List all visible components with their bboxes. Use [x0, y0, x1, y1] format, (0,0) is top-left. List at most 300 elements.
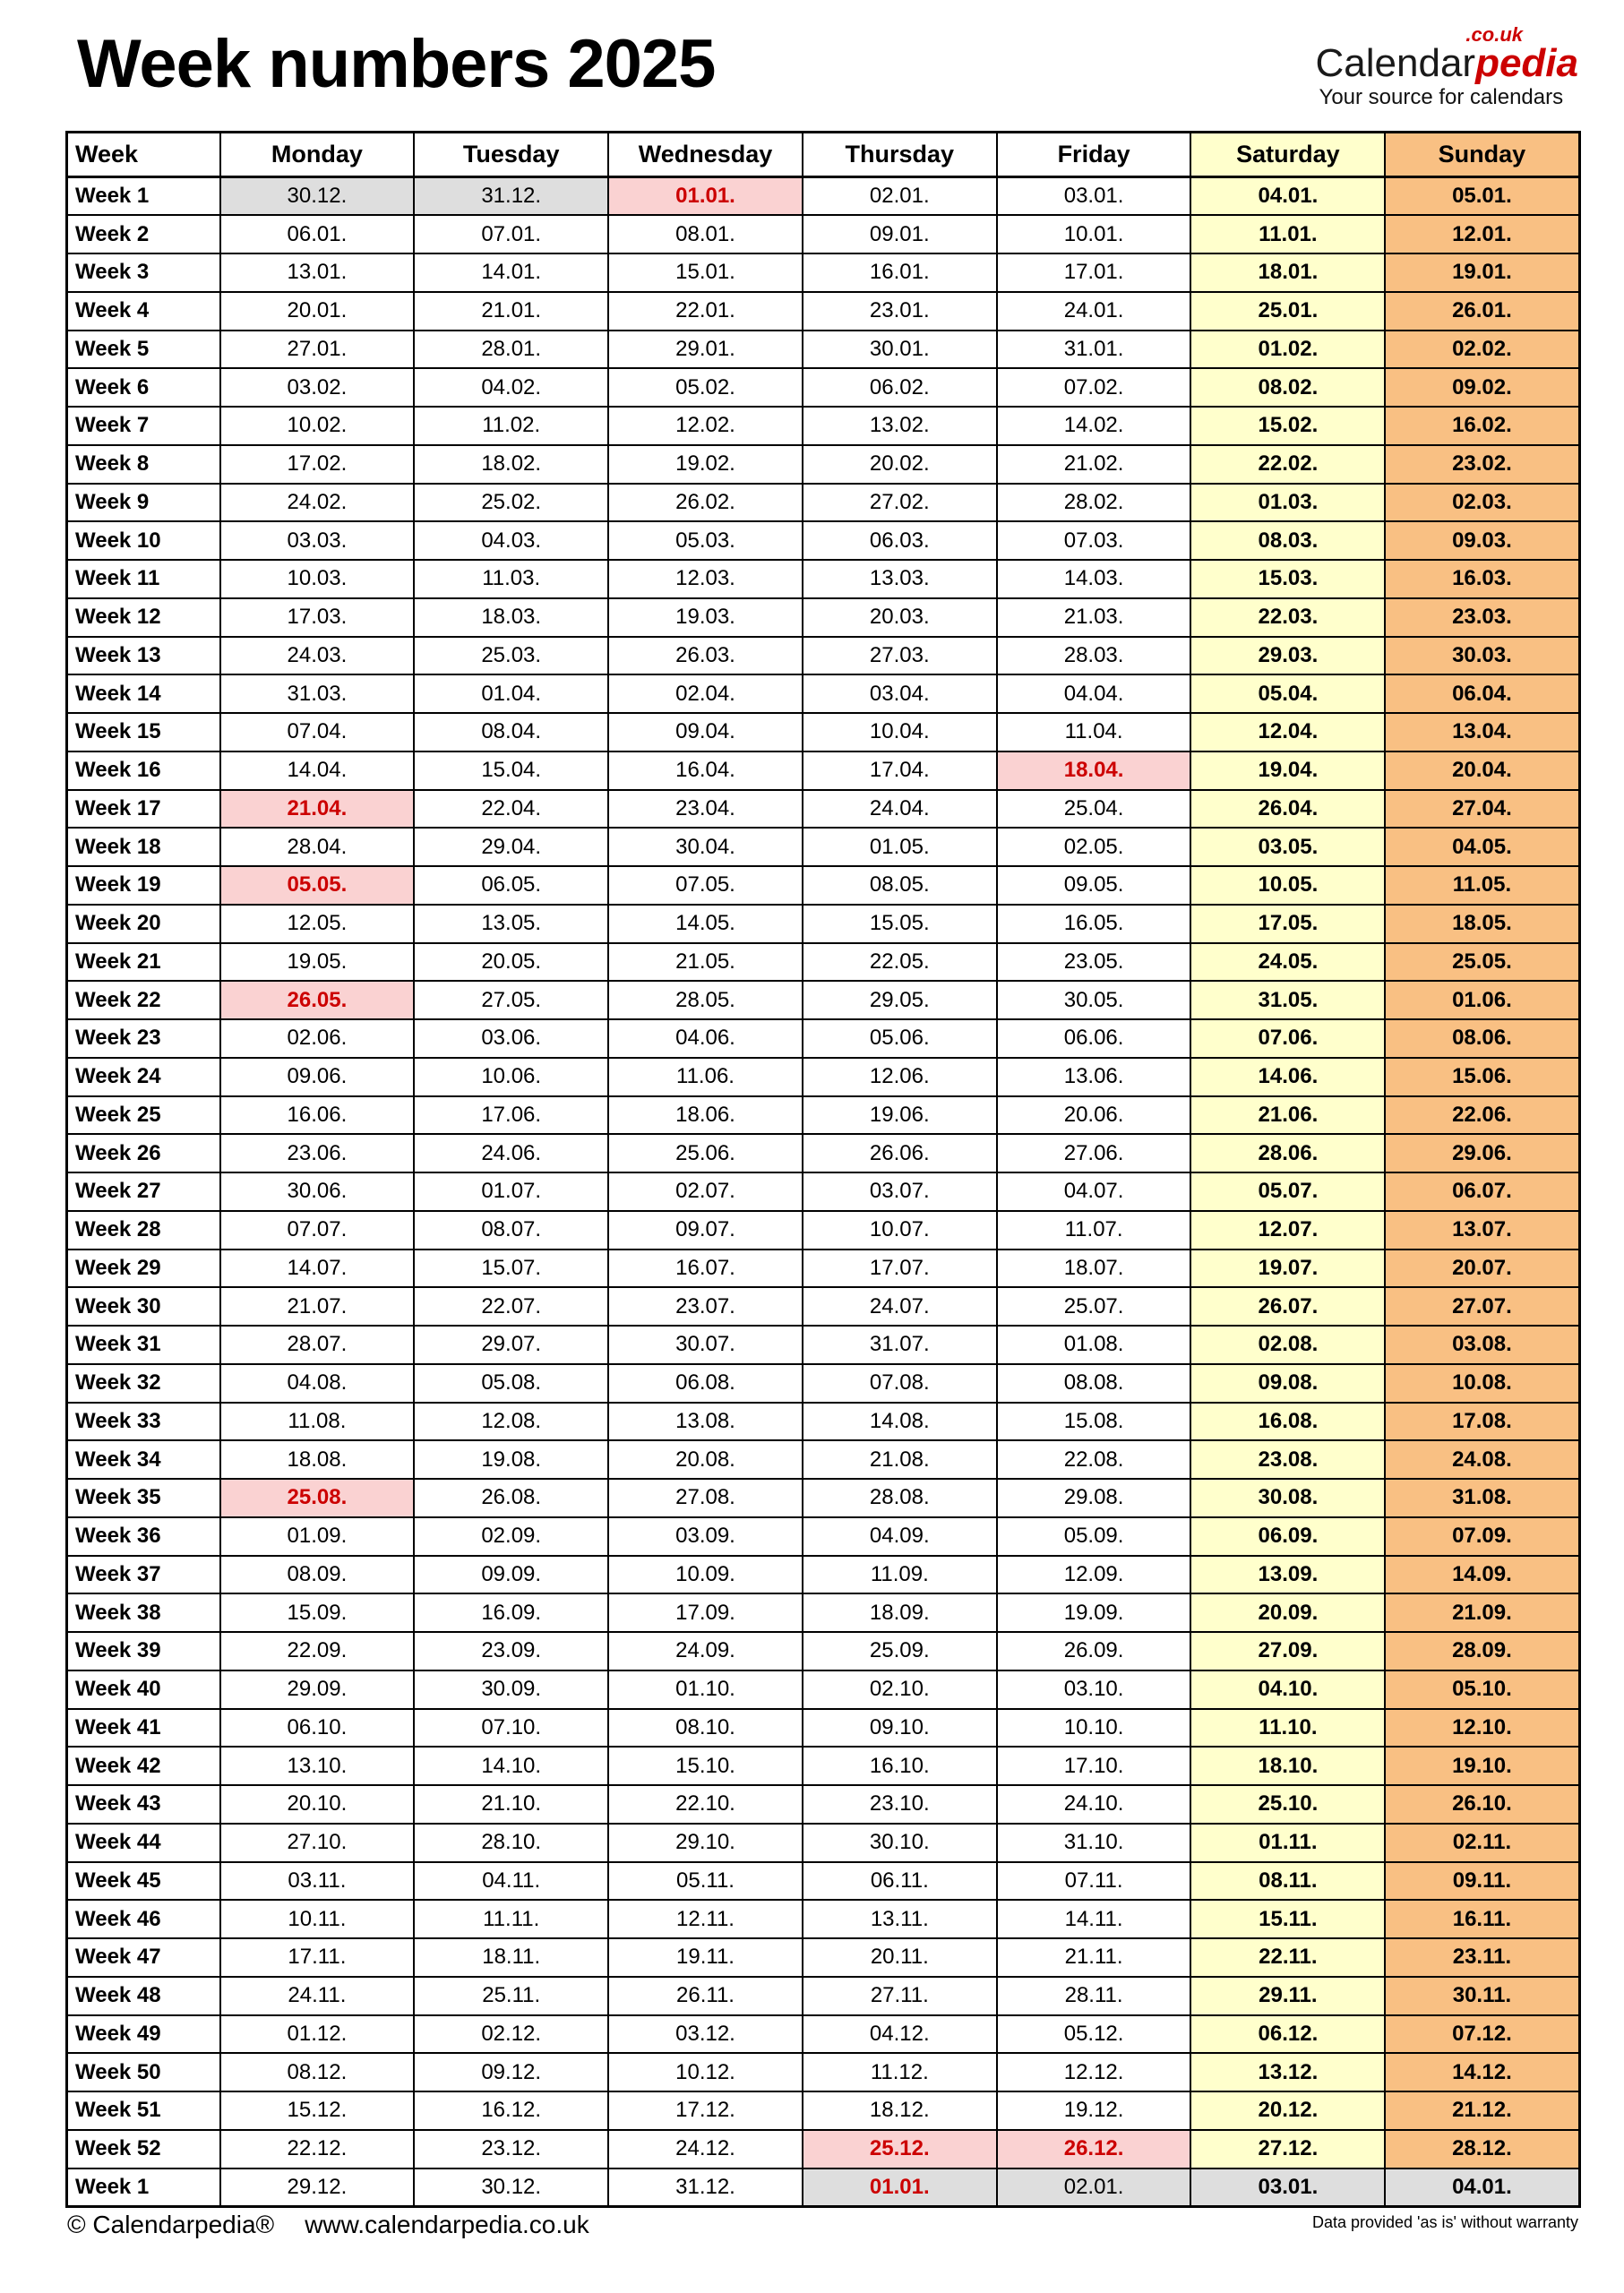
- footer-copyright: © Calendarpedia®: [67, 2211, 275, 2238]
- week-label: Week 35: [67, 1479, 220, 1517]
- date-cell: 01.06.: [1385, 981, 1579, 1019]
- date-cell: 07.08.: [803, 1364, 997, 1403]
- date-cell: 07.06.: [1190, 1019, 1385, 1058]
- date-cell: 24.12.: [608, 2130, 803, 2168]
- date-cell: 13.12.: [1190, 2053, 1385, 2091]
- date-cell: 05.06.: [803, 1019, 997, 1058]
- week-label: Week 31: [67, 1326, 220, 1364]
- week-label: Week 36: [67, 1517, 220, 1556]
- table-row: [67, 1172, 1580, 1211]
- table-row: [67, 177, 1580, 216]
- table-row: [67, 1250, 1580, 1288]
- date-cell: 20.11.: [803, 1938, 997, 1977]
- date-cell: 25.08.: [220, 1479, 415, 1517]
- date-cell: 18.04.: [997, 751, 1191, 790]
- date-cell: 16.02.: [1385, 407, 1579, 445]
- date-cell: 15.08.: [997, 1403, 1191, 1441]
- date-cell: 31.03.: [220, 674, 415, 713]
- date-cell: 14.02.: [997, 407, 1191, 445]
- date-cell: 15.01.: [608, 253, 803, 292]
- table-row: [67, 2130, 1580, 2168]
- date-cell: 30.01.: [803, 331, 997, 369]
- date-cell: 09.04.: [608, 713, 803, 751]
- table-row: [67, 1479, 1580, 1517]
- date-cell: 10.08.: [1385, 1364, 1579, 1403]
- date-cell: 23.09.: [414, 1632, 608, 1670]
- date-cell: 12.08.: [414, 1403, 608, 1441]
- date-cell: 10.10.: [997, 1709, 1191, 1748]
- date-cell: 08.02.: [1190, 368, 1385, 407]
- date-cell: 26.07.: [1190, 1287, 1385, 1326]
- date-cell: 10.11.: [220, 1900, 415, 1938]
- date-cell: 14.04.: [220, 751, 415, 790]
- week-numbers-table: [65, 131, 1581, 2208]
- date-cell: 13.09.: [1190, 1556, 1385, 1594]
- date-cell: 26.11.: [608, 1977, 803, 2015]
- date-cell: 19.09.: [997, 1593, 1191, 1632]
- date-cell: 25.07.: [997, 1287, 1191, 1326]
- logo-couk-label: .co.uk: [1465, 23, 1523, 46]
- date-cell: 25.09.: [803, 1632, 997, 1670]
- date-cell: 29.06.: [1385, 1134, 1579, 1172]
- table-row: [67, 866, 1580, 905]
- date-cell: 16.08.: [1190, 1403, 1385, 1441]
- date-cell: 30.07.: [608, 1326, 803, 1364]
- footer: [67, 2211, 1578, 2239]
- table-row: [67, 1134, 1580, 1172]
- date-cell: 30.12.: [414, 2168, 608, 2207]
- date-cell: 15.09.: [220, 1593, 415, 1632]
- date-cell: 27.01.: [220, 331, 415, 369]
- date-cell: 14.07.: [220, 1250, 415, 1288]
- table-row: [67, 637, 1580, 675]
- date-cell: 16.03.: [1385, 560, 1579, 598]
- table-row: [67, 253, 1580, 292]
- table-body: [67, 177, 1580, 2207]
- date-cell: 24.10.: [997, 1785, 1191, 1824]
- date-cell: 29.12.: [220, 2168, 415, 2207]
- date-cell: 02.01.: [997, 2168, 1191, 2207]
- table-row: [67, 1287, 1580, 1326]
- week-label: Week 50: [67, 2053, 220, 2091]
- date-cell: 04.09.: [803, 1517, 997, 1556]
- date-cell: 26.05.: [220, 981, 415, 1019]
- week-label: Week 11: [67, 560, 220, 598]
- date-cell: 21.06.: [1190, 1096, 1385, 1135]
- date-cell: 22.07.: [414, 1287, 608, 1326]
- week-label: Week 27: [67, 1172, 220, 1211]
- date-cell: 19.04.: [1190, 751, 1385, 790]
- date-cell: 18.07.: [997, 1250, 1191, 1288]
- date-cell: 09.06.: [220, 1058, 415, 1096]
- date-cell: 19.03.: [608, 598, 803, 637]
- week-label: Week 10: [67, 521, 220, 560]
- table-row: [67, 828, 1580, 866]
- week-label: Week 19: [67, 866, 220, 905]
- date-cell: 10.03.: [220, 560, 415, 598]
- date-cell: 30.06.: [220, 1172, 415, 1211]
- date-cell: 13.11.: [803, 1900, 997, 1938]
- date-cell: 11.07.: [997, 1211, 1191, 1250]
- date-cell: 29.03.: [1190, 637, 1385, 675]
- date-cell: 01.01.: [803, 2168, 997, 2207]
- date-cell: 10.12.: [608, 2053, 803, 2091]
- date-cell: 03.08.: [1385, 1326, 1579, 1364]
- date-cell: 01.09.: [220, 1517, 415, 1556]
- date-cell: 24.05.: [1190, 943, 1385, 982]
- date-cell: 27.08.: [608, 1479, 803, 1517]
- date-cell: 28.11.: [997, 1977, 1191, 2015]
- date-cell: 17.09.: [608, 1593, 803, 1632]
- date-cell: 23.10.: [803, 1785, 997, 1824]
- date-cell: 21.07.: [220, 1287, 415, 1326]
- date-cell: 18.06.: [608, 1096, 803, 1135]
- date-cell: 20.03.: [803, 598, 997, 637]
- date-cell: 20.12.: [1190, 2091, 1385, 2130]
- date-cell: 29.01.: [608, 331, 803, 369]
- date-cell: 20.10.: [220, 1785, 415, 1824]
- week-label: Week 51: [67, 2091, 220, 2130]
- table-row: [67, 292, 1580, 331]
- table-row: [67, 1517, 1580, 1556]
- date-cell: 13.01.: [220, 253, 415, 292]
- date-cell: 22.02.: [1190, 445, 1385, 484]
- table-row: [67, 1862, 1580, 1901]
- date-cell: 15.03.: [1190, 560, 1385, 598]
- date-cell: 24.07.: [803, 1287, 997, 1326]
- week-label: Week 9: [67, 484, 220, 522]
- week-label: Week 14: [67, 674, 220, 713]
- date-cell: 23.07.: [608, 1287, 803, 1326]
- date-cell: 10.01.: [997, 215, 1191, 253]
- week-label: Week 22: [67, 981, 220, 1019]
- date-cell: 08.12.: [220, 2053, 415, 2091]
- date-cell: 22.01.: [608, 292, 803, 331]
- date-cell: 16.04.: [608, 751, 803, 790]
- date-cell: 06.01.: [220, 215, 415, 253]
- table-row: [67, 751, 1580, 790]
- week-label: Week 20: [67, 905, 220, 943]
- date-cell: 03.01.: [997, 177, 1191, 216]
- date-cell: 09.10.: [803, 1709, 997, 1748]
- date-cell: 28.01.: [414, 331, 608, 369]
- date-cell: 13.04.: [1385, 713, 1579, 751]
- date-cell: 14.12.: [1385, 2053, 1579, 2091]
- date-cell: 20.06.: [997, 1096, 1191, 1135]
- date-cell: 29.10.: [608, 1824, 803, 1862]
- date-cell: 11.11.: [414, 1900, 608, 1938]
- week-label: Week 3: [67, 253, 220, 292]
- date-cell: 11.01.: [1190, 215, 1385, 253]
- date-cell: 28.02.: [997, 484, 1191, 522]
- date-cell: 14.08.: [803, 1403, 997, 1441]
- date-cell: 29.11.: [1190, 1977, 1385, 2015]
- date-cell: 31.01.: [997, 331, 1191, 369]
- week-label: Week 41: [67, 1709, 220, 1748]
- date-cell: 15.11.: [1190, 1900, 1385, 1938]
- date-cell: 19.05.: [220, 943, 415, 982]
- week-label: Week 8: [67, 445, 220, 484]
- date-cell: 07.02.: [997, 368, 1191, 407]
- week-label: Week 17: [67, 790, 220, 829]
- week-label: Week 28: [67, 1211, 220, 1250]
- table-row: [67, 674, 1580, 713]
- date-cell: 13.02.: [803, 407, 997, 445]
- week-label: Week 2: [67, 215, 220, 253]
- date-cell: 21.04.: [220, 790, 415, 829]
- date-cell: 05.11.: [608, 1862, 803, 1901]
- date-cell: 25.06.: [608, 1134, 803, 1172]
- date-cell: 23.04.: [608, 790, 803, 829]
- date-cell: 13.06.: [997, 1058, 1191, 1096]
- date-cell: 21.09.: [1385, 1593, 1579, 1632]
- date-cell: 13.03.: [803, 560, 997, 598]
- date-cell: 26.03.: [608, 637, 803, 675]
- date-cell: 20.05.: [414, 943, 608, 982]
- date-cell: 04.01.: [1190, 177, 1385, 216]
- week-label: Week 32: [67, 1364, 220, 1403]
- date-cell: 16.05.: [997, 905, 1191, 943]
- date-cell: 18.09.: [803, 1593, 997, 1632]
- date-cell: 02.03.: [1385, 484, 1579, 522]
- date-cell: 12.06.: [803, 1058, 997, 1096]
- table-row: [67, 2053, 1580, 2091]
- table-row: [67, 1440, 1580, 1479]
- date-cell: 27.11.: [803, 1977, 997, 2015]
- table-header-row: [67, 133, 1580, 177]
- date-cell: 08.09.: [220, 1556, 415, 1594]
- date-cell: 01.05.: [803, 828, 997, 866]
- date-cell: 19.01.: [1385, 253, 1579, 292]
- date-cell: 28.08.: [803, 1479, 997, 1517]
- date-cell: 07.04.: [220, 713, 415, 751]
- date-cell: 25.03.: [414, 637, 608, 675]
- date-cell: 24.08.: [1385, 1440, 1579, 1479]
- date-cell: 01.07.: [414, 1172, 608, 1211]
- date-cell: 03.05.: [1190, 828, 1385, 866]
- date-cell: 18.08.: [220, 1440, 415, 1479]
- table-row: [67, 484, 1580, 522]
- date-cell: 22.11.: [1190, 1938, 1385, 1977]
- week-label: Week 30: [67, 1287, 220, 1326]
- date-cell: 07.09.: [1385, 1517, 1579, 1556]
- date-cell: 23.03.: [1385, 598, 1579, 637]
- date-cell: 09.07.: [608, 1211, 803, 1250]
- date-cell: 20.07.: [1385, 1250, 1579, 1288]
- date-cell: 30.03.: [1385, 637, 1579, 675]
- date-cell: 14.06.: [1190, 1058, 1385, 1096]
- date-cell: 25.11.: [414, 1977, 608, 2015]
- date-cell: 09.12.: [414, 2053, 608, 2091]
- date-cell: 11.02.: [414, 407, 608, 445]
- date-cell: 03.01.: [1190, 2168, 1385, 2207]
- column-header-tuesday: Tuesday: [414, 133, 608, 177]
- week-label: Week 49: [67, 2015, 220, 2054]
- date-cell: 19.02.: [608, 445, 803, 484]
- week-label: Week 34: [67, 1440, 220, 1479]
- date-cell: 24.11.: [220, 1977, 415, 2015]
- table-row: [67, 1938, 1580, 1977]
- table-row: [67, 943, 1580, 982]
- table-row: [67, 1900, 1580, 1938]
- date-cell: 06.11.: [803, 1862, 997, 1901]
- date-cell: 30.05.: [997, 981, 1191, 1019]
- footer-disclaimer: Data provided 'as is' without warranty: [1311, 2213, 1578, 2231]
- date-cell: 28.03.: [997, 637, 1191, 675]
- week-label: Week 45: [67, 1862, 220, 1901]
- date-cell: 21.08.: [803, 1440, 997, 1479]
- date-cell: 15.10.: [608, 1747, 803, 1785]
- column-header-friday: Friday: [997, 133, 1191, 177]
- date-cell: 05.03.: [608, 521, 803, 560]
- week-label: Week 7: [67, 407, 220, 445]
- table-row: [67, 1593, 1580, 1632]
- table-row: [67, 905, 1580, 943]
- date-cell: 21.02.: [997, 445, 1191, 484]
- date-cell: 01.10.: [608, 1670, 803, 1709]
- date-cell: 08.05.: [803, 866, 997, 905]
- date-cell: 17.03.: [220, 598, 415, 637]
- date-cell: 25.12.: [803, 2130, 997, 2168]
- date-cell: 07.07.: [220, 1211, 415, 1250]
- date-cell: 17.01.: [997, 253, 1191, 292]
- column-header-sunday: Sunday: [1385, 133, 1579, 177]
- table-row: [67, 1326, 1580, 1364]
- table-row: [67, 981, 1580, 1019]
- date-cell: 12.01.: [1385, 215, 1579, 253]
- logo-calendar-text: Calendar: [1315, 41, 1476, 85]
- date-cell: 02.01.: [803, 177, 997, 216]
- week-label: Week 33: [67, 1403, 220, 1441]
- date-cell: 24.01.: [997, 292, 1191, 331]
- date-cell: 22.08.: [997, 1440, 1191, 1479]
- date-cell: 10.07.: [803, 1211, 997, 1250]
- week-label: Week 13: [67, 637, 220, 675]
- date-cell: 19.12.: [997, 2091, 1191, 2130]
- logo-wordmark: [1315, 41, 1578, 85]
- date-cell: 17.04.: [803, 751, 997, 790]
- date-cell: 14.11.: [997, 1900, 1191, 1938]
- week-label: Week 40: [67, 1670, 220, 1709]
- page-title: Week numbers 2025: [77, 26, 716, 102]
- table-row: [67, 790, 1580, 829]
- date-cell: 06.03.: [803, 521, 997, 560]
- date-cell: 26.08.: [414, 1479, 608, 1517]
- date-cell: 11.06.: [608, 1058, 803, 1096]
- date-cell: 08.07.: [414, 1211, 608, 1250]
- table-row: [67, 2091, 1580, 2130]
- date-cell: 18.12.: [803, 2091, 997, 2130]
- date-cell: 11.08.: [220, 1403, 415, 1441]
- table-row: [67, 1058, 1580, 1096]
- date-cell: 03.04.: [803, 674, 997, 713]
- date-cell: 05.07.: [1190, 1172, 1385, 1211]
- date-cell: 26.09.: [997, 1632, 1191, 1670]
- date-cell: 28.05.: [608, 981, 803, 1019]
- date-cell: 12.12.: [997, 2053, 1191, 2091]
- date-cell: 18.01.: [1190, 253, 1385, 292]
- date-cell: 17.08.: [1385, 1403, 1579, 1441]
- date-cell: 09.08.: [1190, 1364, 1385, 1403]
- date-cell: 30.12.: [220, 177, 415, 216]
- date-cell: 03.09.: [608, 1517, 803, 1556]
- week-label: Week 1: [67, 177, 220, 216]
- date-cell: 19.11.: [608, 1938, 803, 1977]
- table-row: [67, 331, 1580, 369]
- date-cell: 09.02.: [1385, 368, 1579, 407]
- date-cell: 31.07.: [803, 1326, 997, 1364]
- table-row: [67, 2168, 1580, 2207]
- date-cell: 02.06.: [220, 1019, 415, 1058]
- date-cell: 15.05.: [803, 905, 997, 943]
- date-cell: 09.09.: [414, 1556, 608, 1594]
- date-cell: 23.11.: [1385, 1938, 1579, 1977]
- week-label: Week 24: [67, 1058, 220, 1096]
- date-cell: 11.12.: [803, 2053, 997, 2091]
- date-cell: 02.11.: [1385, 1824, 1579, 1862]
- date-cell: 04.11.: [414, 1862, 608, 1901]
- date-cell: 04.08.: [220, 1364, 415, 1403]
- date-cell: 20.09.: [1190, 1593, 1385, 1632]
- date-cell: 02.07.: [608, 1172, 803, 1211]
- date-cell: 26.02.: [608, 484, 803, 522]
- date-cell: 18.05.: [1385, 905, 1579, 943]
- date-cell: 28.04.: [220, 828, 415, 866]
- date-cell: 06.02.: [803, 368, 997, 407]
- table-row: [67, 1824, 1580, 1862]
- date-cell: 19.06.: [803, 1096, 997, 1135]
- date-cell: 18.03.: [414, 598, 608, 637]
- date-cell: 07.12.: [1385, 2015, 1579, 2054]
- week-label: Week 5: [67, 331, 220, 369]
- date-cell: 06.05.: [414, 866, 608, 905]
- date-cell: 16.01.: [803, 253, 997, 292]
- date-cell: 22.04.: [414, 790, 608, 829]
- date-cell: 23.01.: [803, 292, 997, 331]
- date-cell: 05.12.: [997, 2015, 1191, 2054]
- table-row: [67, 598, 1580, 637]
- date-cell: 23.08.: [1190, 1440, 1385, 1479]
- date-cell: 27.10.: [220, 1824, 415, 1862]
- date-cell: 13.07.: [1385, 1211, 1579, 1250]
- date-cell: 28.10.: [414, 1824, 608, 1862]
- date-cell: 26.04.: [1190, 790, 1385, 829]
- date-cell: 24.04.: [803, 790, 997, 829]
- date-cell: 21.12.: [1385, 2091, 1579, 2130]
- footer-url: www.calendarpedia.co.uk: [305, 2211, 589, 2238]
- date-cell: 08.01.: [608, 215, 803, 253]
- date-cell: 23.06.: [220, 1134, 415, 1172]
- date-cell: 12.02.: [608, 407, 803, 445]
- table-row: [67, 1556, 1580, 1594]
- date-cell: 07.10.: [414, 1709, 608, 1748]
- date-cell: 02.08.: [1190, 1326, 1385, 1364]
- date-cell: 22.12.: [220, 2130, 415, 2168]
- table-row: [67, 521, 1580, 560]
- date-cell: 22.03.: [1190, 598, 1385, 637]
- date-cell: 22.06.: [1385, 1096, 1579, 1135]
- date-cell: 05.01.: [1385, 177, 1579, 216]
- date-cell: 12.09.: [997, 1556, 1191, 1594]
- date-cell: 02.10.: [803, 1670, 997, 1709]
- date-cell: 08.04.: [414, 713, 608, 751]
- table-row: [67, 1632, 1580, 1670]
- table-row: [67, 1977, 1580, 2015]
- date-cell: 07.01.: [414, 215, 608, 253]
- date-cell: 25.04.: [997, 790, 1191, 829]
- date-cell: 02.04.: [608, 674, 803, 713]
- date-cell: 06.08.: [608, 1364, 803, 1403]
